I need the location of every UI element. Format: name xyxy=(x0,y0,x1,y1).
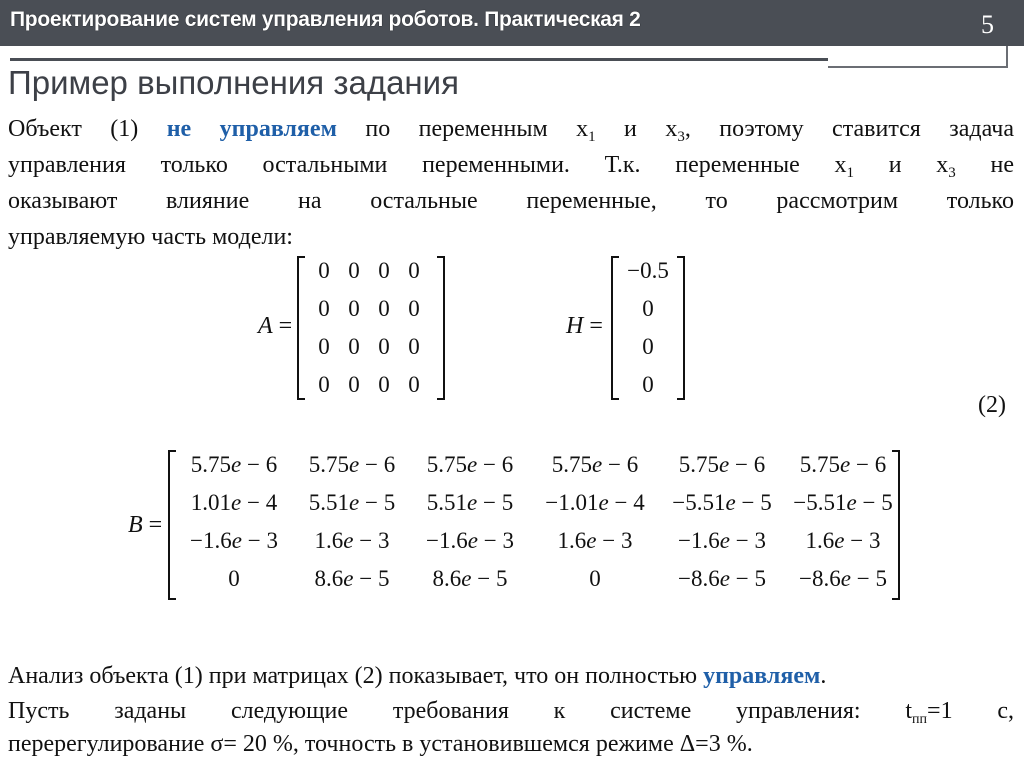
matrix-cell: 0 xyxy=(348,372,360,397)
matrix-cell: 0 xyxy=(408,296,420,321)
matrix-cell: 0 xyxy=(318,296,330,321)
corner-decoration-horizontal xyxy=(828,66,1008,68)
matrix-cell: 5.75e − 6 xyxy=(426,452,514,477)
matrix-a-label: A = xyxy=(258,313,293,339)
matrix-cell: −5.51e − 5 xyxy=(793,490,893,515)
matrix-cell: 1.01e − 4 xyxy=(190,490,278,515)
matrix-cell: 0 xyxy=(348,258,360,283)
matrix-cell: 5.51e − 5 xyxy=(308,490,396,515)
matrix-a xyxy=(297,256,445,400)
matrix-cell: 0 xyxy=(378,258,390,283)
matrix-cell: 0 xyxy=(589,566,601,591)
equation-number: (2) xyxy=(978,392,1006,418)
matrix-cell: −8.6e − 5 xyxy=(678,566,766,591)
matrix-b-label: B = xyxy=(128,512,163,538)
requirements-line-2: перерегулирование σ= 20 %, точность в установившемся режиме Δ=3 %. xyxy=(8,731,753,757)
matrix-cell: 0 xyxy=(318,372,330,397)
matrix-cell: 5.75e − 6 xyxy=(190,452,278,477)
page-number: 5 xyxy=(981,10,994,39)
matrix-cell: −1.6e − 3 xyxy=(678,528,766,553)
slide-header xyxy=(0,0,1024,46)
matrix-cell: 0 xyxy=(408,334,420,359)
matrix-cell: 0 xyxy=(642,296,654,321)
matrix-b xyxy=(168,450,900,600)
matrix-cell: 0 xyxy=(228,566,240,591)
matrix-cell: −1.6e − 3 xyxy=(426,528,514,553)
requirements-line: Пусть заданы следующие требования к системе управления: $t_{пп}=1$ с, xyxy=(8,698,1015,727)
corner-decoration-vertical xyxy=(1006,46,1008,66)
matrix-cell: 0 xyxy=(408,258,420,283)
matrix-cell: 0 xyxy=(318,258,330,283)
matrix-cell: 1.6e − 3 xyxy=(314,528,390,553)
matrix-cell: 8.6e − 5 xyxy=(314,566,390,591)
matrix-cell: 5.75e − 6 xyxy=(308,452,396,477)
matrix-cell: 5.75e − 6 xyxy=(551,452,639,477)
analysis-line: Анализ объекта (1) при матрицах (2) показывает, что он полностью управляем. xyxy=(8,663,827,689)
matrix-cell: 0 xyxy=(348,334,360,359)
paragraph-line-2: управления только остальными переменными. Т.к. переменные $x_1$ и $x_3$ не xyxy=(8,152,1015,181)
matrix-cell: −5.51e − 5 xyxy=(672,490,772,515)
paragraph-line-4: управляемую часть модели: xyxy=(8,224,293,250)
intro-paragraph xyxy=(8,111,1014,255)
matrix-cell: 0 xyxy=(378,372,390,397)
highlight-not-controllable: не управляем xyxy=(166,116,337,142)
slide-title: Пример выполнения задания xyxy=(8,64,459,101)
matrix-cell: 1.6e − 3 xyxy=(805,528,881,553)
matrix-cell: 1.6e − 3 xyxy=(557,528,633,553)
matrix-cell: 5.75e − 6 xyxy=(799,452,887,477)
matrix-cell: 0 xyxy=(642,334,654,359)
matrix-cell: −0.5 xyxy=(627,258,669,283)
header-title: Проектирование систем управления роботов. Практическая 2 xyxy=(10,8,641,31)
matrix-h-label: H = xyxy=(566,313,603,339)
matrix-cell: 0 xyxy=(378,334,390,359)
matrix-cell: −1.6e − 3 xyxy=(190,528,278,553)
matrix-cell: 0 xyxy=(642,372,654,397)
matrix-cell: 0 xyxy=(318,334,330,359)
highlight-controllable: управляем xyxy=(703,663,821,689)
title-underline xyxy=(10,58,828,61)
matrix-cell: 0 xyxy=(408,372,420,397)
matrix-cell: 5.75e − 6 xyxy=(678,452,766,477)
matrix-cell: 0 xyxy=(378,296,390,321)
matrix-h xyxy=(611,256,685,400)
paragraph-line-1: Объект (1) не управляем по переменным $x_1$ и $x_3$, поэтому ставится задача xyxy=(8,116,1014,145)
paragraph-line-3: оказывают влияние на остальные переменные, то рассмотрим только xyxy=(8,188,1014,214)
matrix-cell: 8.6e − 5 xyxy=(432,566,508,591)
matrix-cell: 0 xyxy=(348,296,360,321)
matrix-cell: −8.6e − 5 xyxy=(799,566,887,591)
matrix-cell: 5.51e − 5 xyxy=(426,490,514,515)
matrix-cell: −1.01e − 4 xyxy=(545,490,645,515)
